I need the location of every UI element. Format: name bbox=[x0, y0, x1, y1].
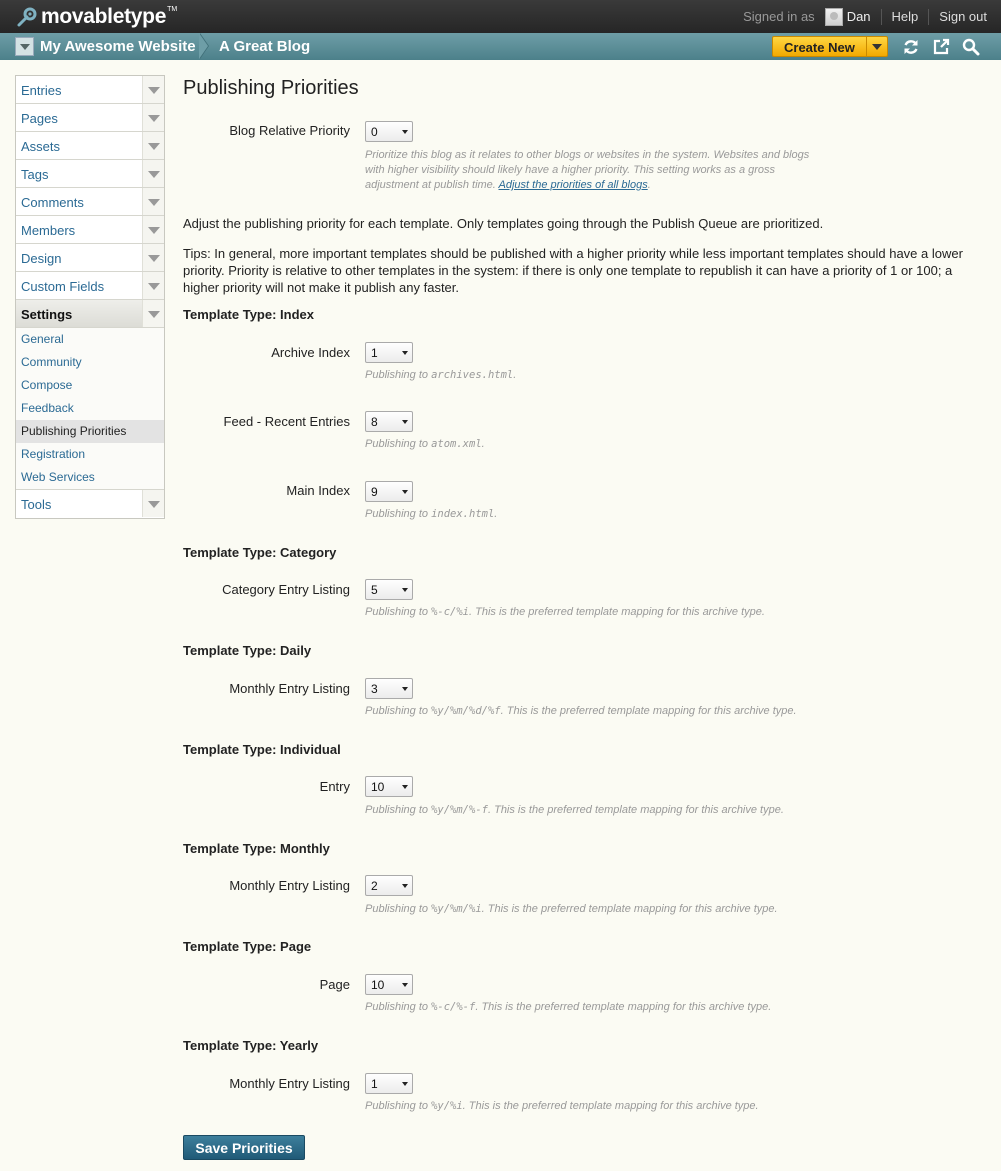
chevron-down-icon[interactable] bbox=[872, 44, 882, 50]
sidebar-item-settings[interactable] bbox=[16, 300, 164, 328]
publishing-hint: Publishing to %-c/%i. This is the preferred template mapping for this archive type. bbox=[365, 606, 765, 618]
settings-submenu bbox=[16, 328, 164, 490]
chevron-down-icon[interactable] bbox=[142, 272, 164, 299]
chevron-down-icon[interactable] bbox=[142, 76, 164, 103]
publishing-hint: Publishing to %-c/%-f. This is the preferred template mapping for this archive type. bbox=[365, 1001, 772, 1013]
submenu-item-registration[interactable]: Registration bbox=[21, 447, 86, 461]
sidebar-item-label[interactable]: Tools bbox=[21, 497, 52, 512]
publishing-to-label: Publishing to bbox=[365, 1001, 428, 1013]
output-path: %y/%m/%-f bbox=[431, 804, 488, 816]
preferred-note: This is the preferred template mapping for this archive type. bbox=[481, 1001, 772, 1013]
output-path: %y/%m/%i bbox=[431, 903, 482, 915]
sidebar-item-pages[interactable] bbox=[16, 104, 164, 132]
chevron-down-icon[interactable] bbox=[142, 132, 164, 159]
sidebar-item-label[interactable]: Comments bbox=[21, 195, 84, 210]
search-icon[interactable] bbox=[962, 38, 980, 56]
publishing-to-label: Publishing to bbox=[365, 606, 428, 618]
user-name-link[interactable]: Dan bbox=[846, 9, 871, 24]
submenu-item-web-services[interactable]: Web Services bbox=[21, 470, 95, 484]
output-path: %y/%i bbox=[431, 1100, 463, 1112]
tips-text: Tips: In general, more important templates should be published with a higher priority while less important templates should have a lower priority. Priority is relative to other templates in the system: if there is only one template to republish it can have a priority of 1 or 100; a higher priority will not make it publish any faster. bbox=[183, 246, 963, 295]
submenu-item-publishing-priorities[interactable]: Publishing Priorities bbox=[16, 420, 164, 443]
preferred-note: This is the preferred template mapping for this archive type. bbox=[506, 705, 797, 717]
priority-select[interactable]: 2 bbox=[365, 875, 413, 896]
section-heading-page: Template Type: Page bbox=[183, 939, 312, 954]
signed-in-label: Signed in as bbox=[743, 9, 815, 24]
create-new-label: Create New bbox=[784, 40, 855, 55]
site-switcher-dropdown[interactable] bbox=[15, 37, 34, 56]
submenu-item-feedback[interactable]: Feedback bbox=[21, 401, 74, 415]
help-link[interactable]: Help bbox=[891, 9, 919, 24]
blog-priority-hint: Prioritize this blog as it relates to other blogs or websites in the system. Websites and blogs with higher visibility should likely have a higher priority. This setting works as a gross adjustment at publish time. bbox=[365, 149, 810, 191]
template-label: Monthly Entry Listing bbox=[229, 681, 350, 696]
section-heading-index: Template Type: Index bbox=[183, 307, 314, 322]
template-label: Monthly Entry Listing bbox=[229, 1076, 350, 1091]
sidebar-item-label[interactable]: Design bbox=[21, 251, 62, 266]
divider bbox=[928, 9, 929, 25]
adjust-all-priorities-link[interactable]: Adjust the priorities of all blogs bbox=[498, 179, 648, 191]
sidebar-item-label[interactable]: Entries bbox=[21, 83, 62, 98]
sidebar-item-label[interactable]: Pages bbox=[21, 111, 58, 126]
avatar[interactable] bbox=[825, 8, 843, 26]
priority-select[interactable]: 10 bbox=[365, 974, 413, 995]
view-site-icon[interactable] bbox=[932, 38, 950, 56]
template-label: Feed - Recent Entries bbox=[223, 414, 350, 429]
publishing-to-label: Publishing to bbox=[365, 903, 428, 915]
chevron-down-icon[interactable] bbox=[142, 244, 164, 271]
preferred-note: This is the preferred template mapping for this archive type. bbox=[494, 804, 784, 816]
page-title: Publishing Priorities bbox=[183, 77, 359, 99]
intro-text: Adjust the publishing priority for each template. Only templates going through the Publish Queue are prioritized. bbox=[183, 216, 824, 231]
blog-priority-select[interactable]: 0 bbox=[365, 121, 413, 142]
publishing-hint: Publishing to index.html. bbox=[365, 508, 498, 520]
output-path: archives.html bbox=[431, 369, 514, 381]
template-label: Archive Index bbox=[271, 345, 350, 360]
sidebar-item-label[interactable]: Members bbox=[21, 223, 76, 238]
preferred-note: This is the preferred template mapping for this archive type. bbox=[487, 903, 778, 915]
publishing-to-label: Publishing to bbox=[365, 1100, 428, 1112]
priority-select[interactable]: 10 bbox=[365, 776, 413, 797]
priority-select[interactable]: 9 bbox=[365, 481, 413, 502]
sidebar-item-tools[interactable] bbox=[16, 490, 164, 518]
priority-select[interactable]: 8 bbox=[365, 411, 413, 432]
sidebar-item-assets[interactable] bbox=[16, 132, 164, 160]
blog-link[interactable]: A Great Blog bbox=[219, 38, 311, 55]
brand-name: movabletype bbox=[41, 5, 167, 28]
template-label: Entry bbox=[319, 779, 350, 794]
publishing-hint: Publishing to %y/%m/%d/%f. This is the preferred template mapping for this archive type. bbox=[365, 705, 797, 717]
preferred-note: This is the preferred template mapping for this archive type. bbox=[468, 1100, 759, 1112]
section-heading-yearly: Template Type: Yearly bbox=[183, 1038, 319, 1053]
publishing-to-label: Publishing to bbox=[365, 438, 428, 450]
sidebar-item-label[interactable]: Tags bbox=[21, 167, 49, 182]
output-path: %-c/%i bbox=[431, 606, 469, 618]
sidebar-item-label[interactable]: Settings bbox=[21, 307, 73, 322]
trademark: TM bbox=[167, 5, 178, 13]
sidebar-item-entries[interactable] bbox=[16, 76, 164, 104]
chevron-down-icon[interactable] bbox=[142, 490, 164, 517]
chevron-down-icon[interactable] bbox=[142, 104, 164, 131]
create-new-button[interactable] bbox=[772, 36, 888, 57]
blog-priority-help: Prioritize this blog as it relates to other blogs or websites in the system. Websites and blogs with higher visibility should likely have a higher priority. This setting works as a gross adjustment at publish time. Adjust the priorities of all blogs. bbox=[365, 149, 810, 191]
sign-out-link[interactable]: Sign out bbox=[939, 9, 987, 24]
website-link[interactable]: My Awesome Website bbox=[40, 38, 196, 55]
output-path: %y/%m/%d/%f bbox=[431, 705, 501, 717]
output-path: %-c/%-f bbox=[431, 1001, 476, 1013]
divider bbox=[881, 9, 882, 25]
chevron-down-icon[interactable] bbox=[142, 188, 164, 215]
chevron-down-icon[interactable] bbox=[142, 216, 164, 243]
user-bar bbox=[743, 0, 987, 33]
sidebar-item-label[interactable]: Assets bbox=[21, 139, 61, 154]
refresh-icon[interactable] bbox=[902, 38, 920, 56]
publishing-to-label: Publishing to bbox=[365, 705, 428, 717]
publishing-hint: Publishing to archives.html. bbox=[365, 369, 517, 381]
breadcrumb-separator-inner bbox=[199, 33, 208, 59]
publishing-hint: Publishing to atom.xml. bbox=[365, 438, 485, 450]
publishing-hint: Publishing to %y/%i. This is the preferred template mapping for this archive type. bbox=[365, 1100, 759, 1112]
priority-select[interactable]: 3 bbox=[365, 678, 413, 699]
output-path: index.html bbox=[431, 508, 495, 520]
output-path: atom.xml bbox=[431, 438, 482, 450]
blog-priority-label: Blog Relative Priority bbox=[229, 123, 350, 138]
priority-select[interactable]: 5 bbox=[365, 579, 413, 600]
publishing-hint: Publishing to %y/%m/%i. This is the preferred template mapping for this archive type. bbox=[365, 903, 778, 915]
sidebar-item-custom-fields[interactable] bbox=[16, 272, 164, 300]
sidebar-item-design[interactable] bbox=[16, 244, 164, 272]
sidebar-item-comments[interactable] bbox=[16, 188, 164, 216]
template-label: Monthly Entry Listing bbox=[229, 878, 350, 893]
chevron-down-icon[interactable] bbox=[142, 300, 164, 327]
save-priorities-button[interactable]: Save Priorities bbox=[183, 1135, 305, 1160]
submenu-item-compose[interactable]: Compose bbox=[21, 378, 73, 392]
divider bbox=[866, 37, 867, 56]
publishing-to-label: Publishing to bbox=[365, 369, 428, 381]
section-heading-individual: Template Type: Individual bbox=[183, 742, 341, 757]
section-heading-daily: Template Type: Daily bbox=[183, 643, 312, 658]
template-label: Main Index bbox=[286, 483, 350, 498]
sidebar-item-tags[interactable] bbox=[16, 160, 164, 188]
sidebar-menu bbox=[15, 75, 165, 519]
logo[interactable] bbox=[16, 4, 177, 30]
section-heading-category: Template Type: Category bbox=[183, 545, 337, 560]
preferred-note: This is the preferred template mapping for this archive type. bbox=[475, 606, 765, 618]
submenu-item-general[interactable]: General bbox=[21, 332, 64, 346]
section-heading-monthly: Template Type: Monthly bbox=[183, 841, 330, 856]
priority-select[interactable]: 1 bbox=[365, 1073, 413, 1094]
sidebar-item-label[interactable]: Custom Fields bbox=[21, 279, 105, 294]
publishing-to-label: Publishing to bbox=[365, 804, 428, 816]
template-label: Category Entry Listing bbox=[222, 582, 350, 597]
chevron-down-icon[interactable] bbox=[142, 160, 164, 187]
submenu-item-community[interactable]: Community bbox=[21, 355, 82, 369]
top-bar bbox=[0, 0, 1001, 33]
sidebar-item-members[interactable] bbox=[16, 216, 164, 244]
priority-select[interactable]: 1 bbox=[365, 342, 413, 363]
publishing-to-label: Publishing to bbox=[365, 508, 428, 520]
site-bar bbox=[0, 33, 1001, 60]
logo-icon bbox=[16, 6, 38, 28]
publishing-hint: Publishing to %y/%m/%-f. This is the preferred template mapping for this archive type. bbox=[365, 804, 784, 816]
template-label: Page bbox=[319, 977, 350, 992]
